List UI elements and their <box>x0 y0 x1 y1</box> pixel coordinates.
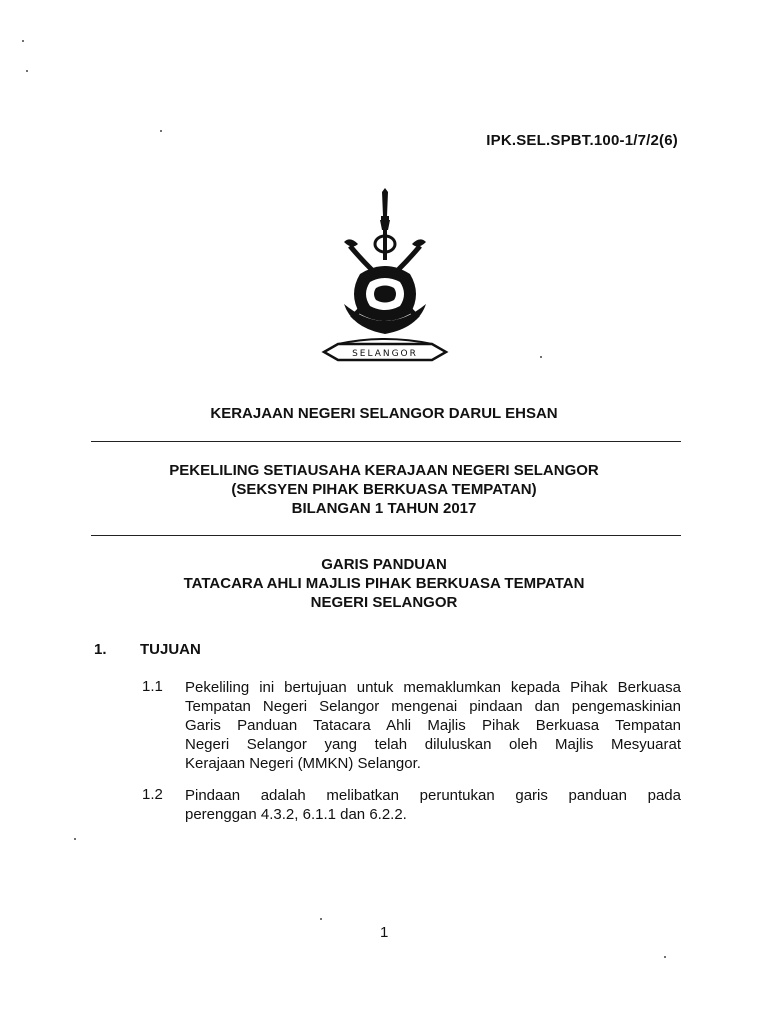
circular-line: BILANGAN 1 TAHUN 2017 <box>291 500 477 517</box>
paragraph-number: 1.1 <box>142 678 163 695</box>
title-line: NEGERI SELANGOR <box>310 594 458 611</box>
scan-speck <box>22 40 24 42</box>
scan-speck <box>320 918 322 920</box>
scan-speck <box>26 70 28 72</box>
scan-speck <box>160 130 162 132</box>
paragraph-line: Pekeliling ini bertujuan untuk memaklumkan kepada Pihak Berkuasa <box>185 679 681 696</box>
paragraph-line: Negeri Selangor yang telah diluluskan oleh Majlis Mesyuarat <box>185 736 681 753</box>
paragraph-line: Pindaan adalah melibatkan peruntukan garis panduan pada <box>185 787 681 804</box>
svg-text:SELANGOR: SELANGOR <box>352 349 418 359</box>
divider <box>91 535 681 536</box>
page-number: 1 <box>380 924 389 941</box>
circular-heading <box>0 461 768 518</box>
section-number: 1. <box>94 641 107 658</box>
reference-number: IPK.SEL.SPBT.100-1/7/2(6) <box>486 132 678 149</box>
title-line: GARIS PANDUAN <box>321 556 447 573</box>
paragraph-text <box>185 786 681 824</box>
scan-speck <box>664 956 666 958</box>
paragraph-line: perenggan 4.3.2, 6.1.1 dan 6.2.2. <box>185 806 407 823</box>
scan-speck <box>540 356 542 358</box>
title-line: TATACARA AHLI MAJLIS PIHAK BERKUASA TEMPATAN <box>183 575 585 592</box>
selangor-state-crest <box>320 188 450 366</box>
divider <box>91 441 681 442</box>
paragraph-text <box>185 678 681 773</box>
paragraph-line: Garis Panduan Tatacara Ahli Majlis Pihak Berkuasa Tempatan <box>185 717 681 734</box>
government-heading: KERAJAAN NEGERI SELANGOR DARUL EHSAN <box>210 405 558 422</box>
document-title <box>0 555 768 612</box>
circular-line: PEKELILING SETIAUSAHA KERAJAAN NEGERI SELANGOR <box>169 462 599 479</box>
paragraph-number: 1.2 <box>142 786 163 803</box>
scan-speck <box>74 838 76 840</box>
paragraph-line: Kerajaan Negeri (MMKN) Selangor. <box>185 755 421 772</box>
paragraph-line: Tempatan Negeri Selangor mengenai pindaan dan pengemaskinian <box>185 698 681 715</box>
section-title: TUJUAN <box>140 641 201 658</box>
circular-line: (SEKSYEN PIHAK BERKUASA TEMPATAN) <box>231 481 537 498</box>
